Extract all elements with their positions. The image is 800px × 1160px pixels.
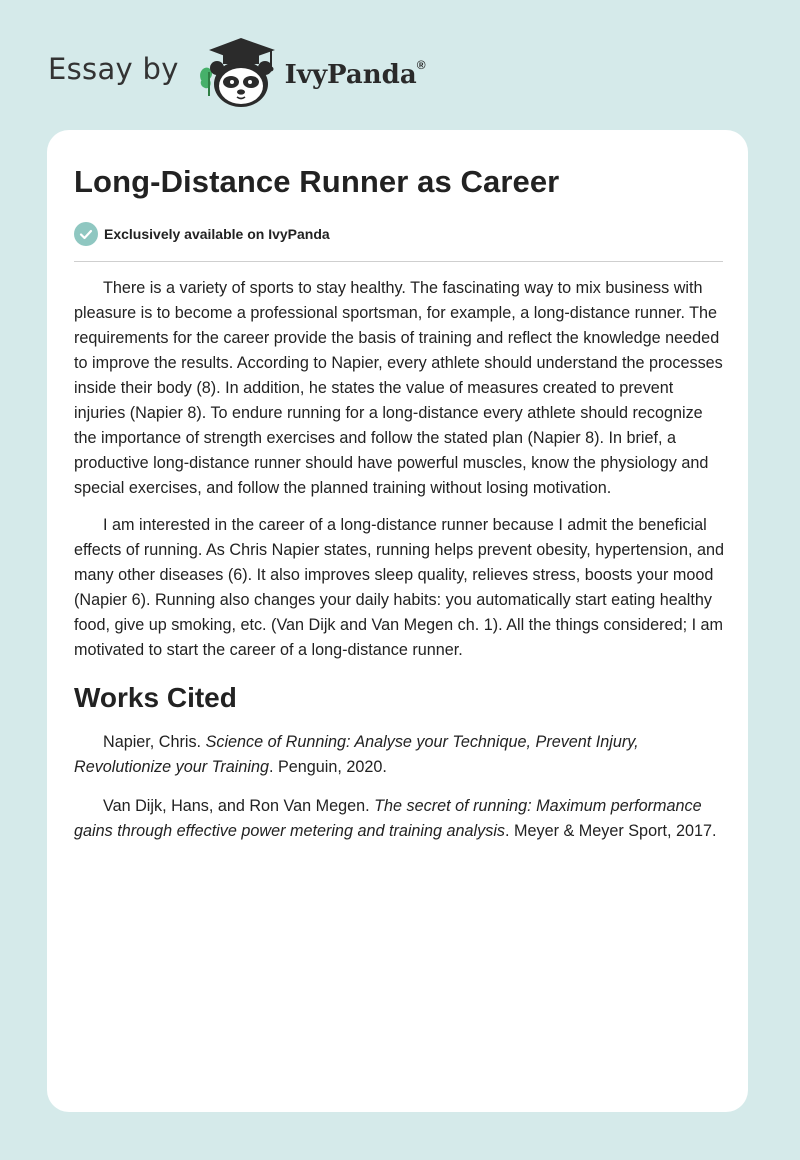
paragraph: I am interested in the career of a long-distance runner because I admit the beneficial effects of running. As Chris Napier states, running helps prevent obesity, hypertension, and many other diseases (6). It also improves sleep quality, relieves stress, boosts your mood (Napier 6). Running also changes your daily habits: you automatically start eating healthy food, give up smoking, etc. (Van Dijk and Van Megen ch. 1). All the things considered; I am motivated to start the career of a long-distance runner. xyxy=(74,516,724,659)
registered-mark: ® xyxy=(416,58,426,72)
divider xyxy=(74,261,723,262)
check-circle-icon xyxy=(74,222,98,246)
essay-card xyxy=(47,130,748,1112)
essay-by-label: Essay by xyxy=(48,52,179,86)
citation-author: Van Dijk, Hans, and Ron Van Megen. xyxy=(103,797,375,815)
essay-body xyxy=(74,276,726,858)
citation xyxy=(74,730,726,780)
site-header xyxy=(48,36,426,110)
brand-text: IvyPanda xyxy=(284,60,417,90)
paragraph: There is a variety of sports to stay healthy. The fascinating way to mix business with pleasure is to become a professional sportsman, for example, a long-distance runner. The requirements for the career provide the basis of training and reflect the knowledge needed to improve the results. According to Napier, every athlete should understand the processes inside their body (8). In addition, he states the value of measures created to prevent injuries (Napier 8). To endure running for a long-distance every athlete should recognize the importance of strength exercises and follow the stated plan (Napier 8). In brief, a productive long-distance runner should have powerful muscles, know the physiology and special exercises, and follow the planned training without losing motivation. xyxy=(74,279,723,497)
ivypanda-logo-icon[interactable] xyxy=(195,36,281,110)
citation-publisher: . Meyer & Meyer Sport, 2017. xyxy=(505,822,717,840)
citation-title: The secret of running: Maximum performance gains through effective power metering and training analysis xyxy=(74,797,702,840)
exclusive-badge xyxy=(74,222,330,246)
citation-author: Napier, Chris. xyxy=(103,733,206,751)
works-cited-heading: Works Cited xyxy=(74,682,237,713)
citation xyxy=(74,794,726,844)
citation-publisher: . Penguin, 2020. xyxy=(268,758,387,776)
page-title: Long-Distance Runner as Career xyxy=(74,164,560,199)
brand-name[interactable] xyxy=(285,58,426,90)
citation-title: Science of Running: Analyse your Technique, Prevent Injury, Revolutionize your Training xyxy=(74,733,639,776)
exclusive-badge-label: Exclusively available on IvyPanda xyxy=(104,226,330,242)
